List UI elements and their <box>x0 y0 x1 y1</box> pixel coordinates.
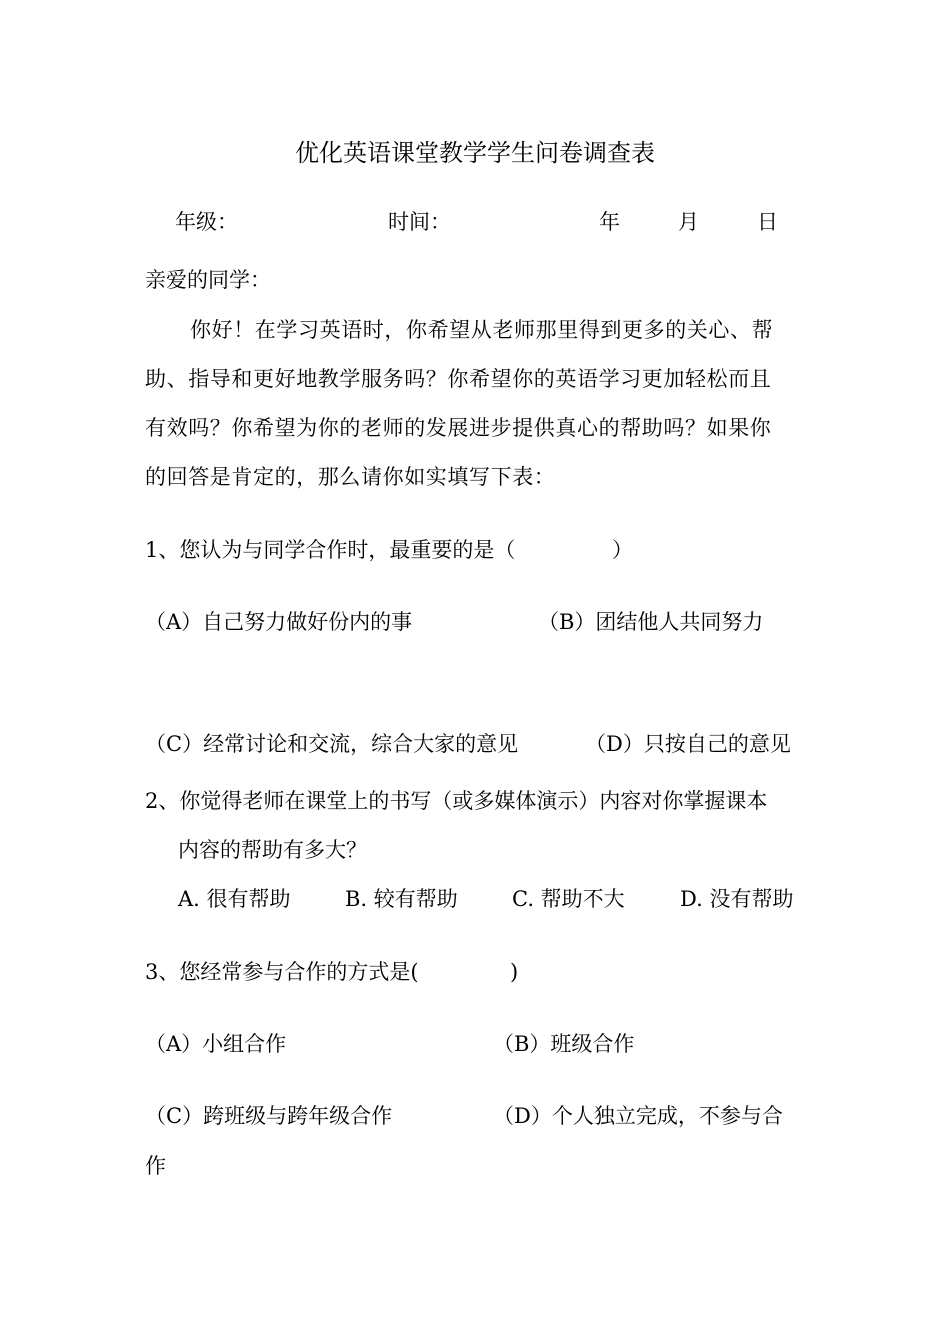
question-3-option-d: （D）个人独立完成，不参与合 <box>493 1104 783 1128</box>
question-3-option-a: （A）小组合作 <box>145 1032 287 1056</box>
document-title: 优化英语课堂教学学生问卷调查表 <box>295 139 655 167</box>
question-1-text: 1、您认为与同学合作时，最重要的是（ <box>145 538 516 562</box>
question-2-text-line2: 内容的帮助有多大？ <box>178 838 367 862</box>
question-3-text: 3、您经常参与合作的方式是( <box>145 960 419 984</box>
greeting: 亲爱的同学： <box>145 268 271 292</box>
intro-line: 助、指导和更好地教学服务吗？你希望你的英语学习更加轻松而且 <box>145 367 772 391</box>
question-2-option-b: B. 较有帮助 <box>345 887 458 911</box>
day-label: 日 <box>757 210 778 234</box>
question-1-option-a: （A）自己努力做好份内的事 <box>145 610 413 634</box>
question-2-text-line1: 2、你觉得老师在课堂上的书写（或多媒体演示）内容对你掌握课本 <box>145 789 768 813</box>
intro-line: 有效吗？你希望为你的老师的发展进步提供真心的帮助吗？如果你 <box>145 416 772 440</box>
question-2-option-d: D. 没有帮助 <box>680 887 794 911</box>
question-1-answer-close: ） <box>612 538 633 562</box>
question-2-option-a: A. 很有帮助 <box>178 887 291 911</box>
question-1-option-d: （D）只按自己的意见 <box>585 732 791 756</box>
question-2-option-c: C. 帮助不大 <box>512 887 625 911</box>
intro-line: 的回答是肯定的，那么请你如实填写下表： <box>145 465 556 489</box>
grade-label: 年级： <box>175 210 238 234</box>
question-1-option-c: （C）经常讨论和交流，综合大家的意见 <box>145 732 519 756</box>
question-3-answer-close: ) <box>510 960 519 984</box>
question-3-option-d-wrap: 作 <box>145 1154 166 1178</box>
intro-line: 你好！在学习英语时，你希望从老师那里得到更多的关心、帮 <box>190 318 774 342</box>
question-3-option-c: （C）跨班级与跨年级合作 <box>145 1104 393 1128</box>
year-label: 年 <box>599 210 620 234</box>
month-label: 月 <box>678 210 699 234</box>
time-label: 时间： <box>388 210 451 234</box>
question-1-option-b: （B）团结他人共同努力 <box>538 610 764 634</box>
question-3-option-b: （B）班级合作 <box>493 1032 635 1056</box>
